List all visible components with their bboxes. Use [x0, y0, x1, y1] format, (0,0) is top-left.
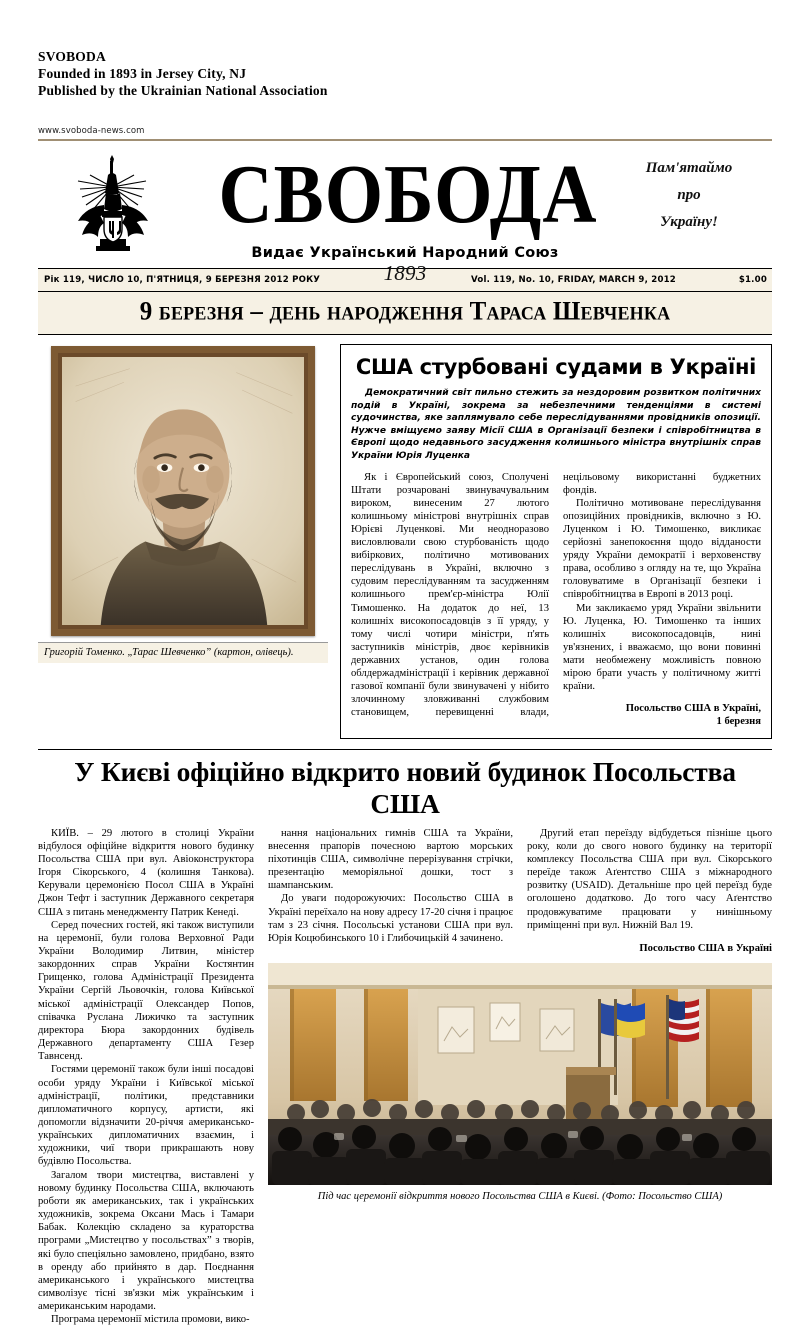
- slogan-line-2: про: [677, 187, 701, 203]
- website-row: [38, 120, 772, 141]
- dateline-english: Vol. 119, No. 10, FRIDAY, MARCH 9, 2012: [470, 275, 676, 285]
- embassy-c1-paragraph-2: Серед почесних гостей, які також виступили на церемонії, були голова Верховної Ради України Володимир Литвин, міністер закордонних справ України Костянтин Грищенко, голова Адміністрації Президента України Сергій Льовочкін, голова Київської міської адміністрації Олександер Попов, співачка Руслана Лижичко та заступник директора Бюра закордонних будівель Державного департаменту США Гезер Тавнсенд.: [38, 919, 254, 1063]
- shevchenko-photo-block: [38, 344, 328, 739]
- embassy-c1-paragraph-5: Програма церемонії містила промови, вико-: [51, 1314, 250, 1326]
- dateline-ukrainian: Рік 119, ЧИСЛО 10, П'ЯТНИЦЯ, 9 БЕРЕЗНЯ 2012 РОКУ: [44, 275, 321, 285]
- founded-year-stamp: 1893: [383, 261, 427, 285]
- embassy-columns-2-3: [268, 827, 772, 955]
- embassy-c1-paragraph-1: КИЇВ. – 29 лютого в столиці України відбулося офіційне відкриття нового будинку Посольства США при вул. Авіоконструктора Ігоря Сікорського, 4 (колишня Танкова). Керували церемонією Посол США в Україні Джон Тефт і заступник Державного секретаря США з питань менеджменту Патрик Кенеді.: [38, 827, 254, 918]
- shevchenko-banner: [38, 292, 772, 335]
- embassy-columns-and-photo: [268, 827, 772, 1327]
- embassy-c1-paragraph-3: Гостями церемонії також були інші посадові особи уряду України і Київської міської адміністрації, політики, представники дипломатичного корпусу, артисти, які допомогли відзначити 20-річчя американсько-українських дипломатичних взаємин, і художники, чиї твори прикрашають нову будівлю Посольства.: [38, 1064, 254, 1168]
- usa-article-body: [351, 471, 761, 729]
- flag-line-svoboda: SVOBODA: [38, 49, 106, 64]
- top-content-row: [38, 344, 772, 739]
- embassy-c3-paragraph-1: Другий етап переїзду відбудеться пізніше цього року, коли до свого нового будинку на території комплексу Посольства США при вул. Сікорського переїде також Аґентство США з міжнародного розвитку (USAID). Детальніше про цей переїзд буде оголошено додатково. До того часу Аґентство продовжуватиме працювати у нинішньому приміщенні при вул. Нижній Вал 19.: [527, 827, 772, 931]
- embassy-photo-caption: Під час церемонії відкриття нового Посольства США в Києві. (Фото: Посольство США): [317, 1190, 723, 1202]
- embassy-c2-paragraph-1: нання національних гимнів США та України, внесення прапорів почесною вартою морських піхотинців США, символічне перерізування стрічки, презентацію меморіяльної дошки, тост з шампанським.: [268, 827, 513, 892]
- usa-article-paragraph-2: Політично мотивоване переслідування опозиційних провідників, включно з Ю. Луценком і Ю. Тимошенко, викликає серйозні занепокоєння щодо відданости уряду України демократії і верховенству права, особливо з огляду на те, що Україна головуватиме в Організації безпеки і співробітництва в Европі в 2013 році.: [563, 497, 761, 601]
- masthead-subtitle: Видає Український Народний Союз: [251, 245, 559, 261]
- slogan-line-3: Україну!: [660, 214, 718, 230]
- publication-flag: [38, 0, 772, 99]
- embassy-c3-signoff: Посольство США в Україні: [639, 942, 772, 954]
- usa-article-lede: Демократичний світ пильно стежить за нездоровим розвитком політичних подій в Україні, зокрема за небезпечними тенденціями в системі судочинства, яке заплямувало себе переслідуваннями провідників опозиції. Нужче вміщуємо заяву Місії США в Організації безпеки і співробітництва в Європі щодо недавнього засудження колишнього міністра внутрішніх справ України Юрія Луценка: [351, 388, 761, 461]
- masthead-slogan: [614, 155, 764, 236]
- embassy-column-2: [268, 827, 513, 955]
- embassy-column-3: [527, 827, 772, 955]
- embassy-article-body: [38, 827, 772, 1327]
- issue-price: $1.00: [738, 275, 767, 285]
- usa-article-headline: США стурбовані судами в Україні: [355, 355, 757, 379]
- usa-article-paragraph-3: Ми закликаємо уряд України звільнити Ю. Луценка, Ю. Тимошенко та інших колишніх високопосадовців, нині ув'язнених, і вважаємо, що вони повинні мати необмежену можливість повною мірою брати участь у політичному житті країни.: [563, 602, 761, 693]
- slogan-line-1: Пам'ятаймо: [645, 160, 733, 176]
- dateline-bar: [38, 261, 772, 292]
- shevchenko-portrait-image: [62, 357, 304, 625]
- embassy-column-1: [38, 827, 254, 1327]
- embassy-c2-paragraph-2: До уваги подорожуючих: Посольство США в Україні переїхало на нову адресу 17-20 січня і працює там з 23 січня. Посольські установи США при вул. Юрія Коцюбинського 10 і Глибочицькій 4 зачинено.: [268, 893, 513, 944]
- usa-article: [340, 344, 772, 739]
- usa-article-paragraph-1: Як і Європейський союз, Сполучені Штати розчаровані звинувачувальним вироком, винесеним 27 лютого колишньому міністрові внутрішніх справ Юрієві Луценкові. Ми неодноразово висловлювали свою стурбованість щодо вибіркових, політично мотивованих переслідувань в Україні, включно з судовим переслідуванням та засудженням колишнього прем'єр-міністра Юлії Тимошенко. На додаток до неї, 13 колишніх високопосадовців з її уряду, у тому числі чотири міністри, п'ять заступників міністрів, двоє керівників державних установ, один голова облдержадміністрації і керівник державної газової компанії були звинувачені у нібито злочинному зловживанні службовим становищем, перевищенні влади, нецільовому використанні буджетних фондів.: [351, 471, 761, 719]
- flag-line-publisher: Published by the Ukrainian National Association: [38, 83, 328, 98]
- shevchenko-portrait-frame: [51, 346, 315, 636]
- banner-headline: 9 березня – день народження Тараса Шевченка: [139, 297, 671, 326]
- page-title: СВОБОДА: [218, 147, 598, 241]
- embassy-article-header: [38, 749, 772, 820]
- masthead: [38, 147, 772, 259]
- website-url[interactable]: www.svoboda-news.com: [38, 126, 145, 136]
- embassy-c1-paragraph-4: Загалом твори мистецтва, виставлені у новому будинку Посольства США, включають роботи як американських, так і українських художників, зокрема Оксани Мась і Тамари Бабак. Колекцію складено за кураторства програми „Мистецтво у посольствах” з творів, які було спеціяльно замовлено, придбано, взято в оренду або прийнято в дар. Поєднання американського і українського мистецтва символізує тісні зв'язки між українським і американським народами.: [38, 1169, 254, 1313]
- embassy-article-headline: У Києві офіційно відкрито новий будинок Посольства США: [74, 755, 736, 819]
- flag-line-founded: Founded in 1893 in Jersey City, NJ: [38, 66, 247, 81]
- usa-article-signoff-line-2: 1 березня: [716, 716, 761, 728]
- usa-article-signoff-line-1: Посольство США в Україні,: [625, 703, 761, 715]
- shevchenko-caption: Григорій Томенко. „Тарас Шевченко” (картон, олівець).: [38, 642, 328, 663]
